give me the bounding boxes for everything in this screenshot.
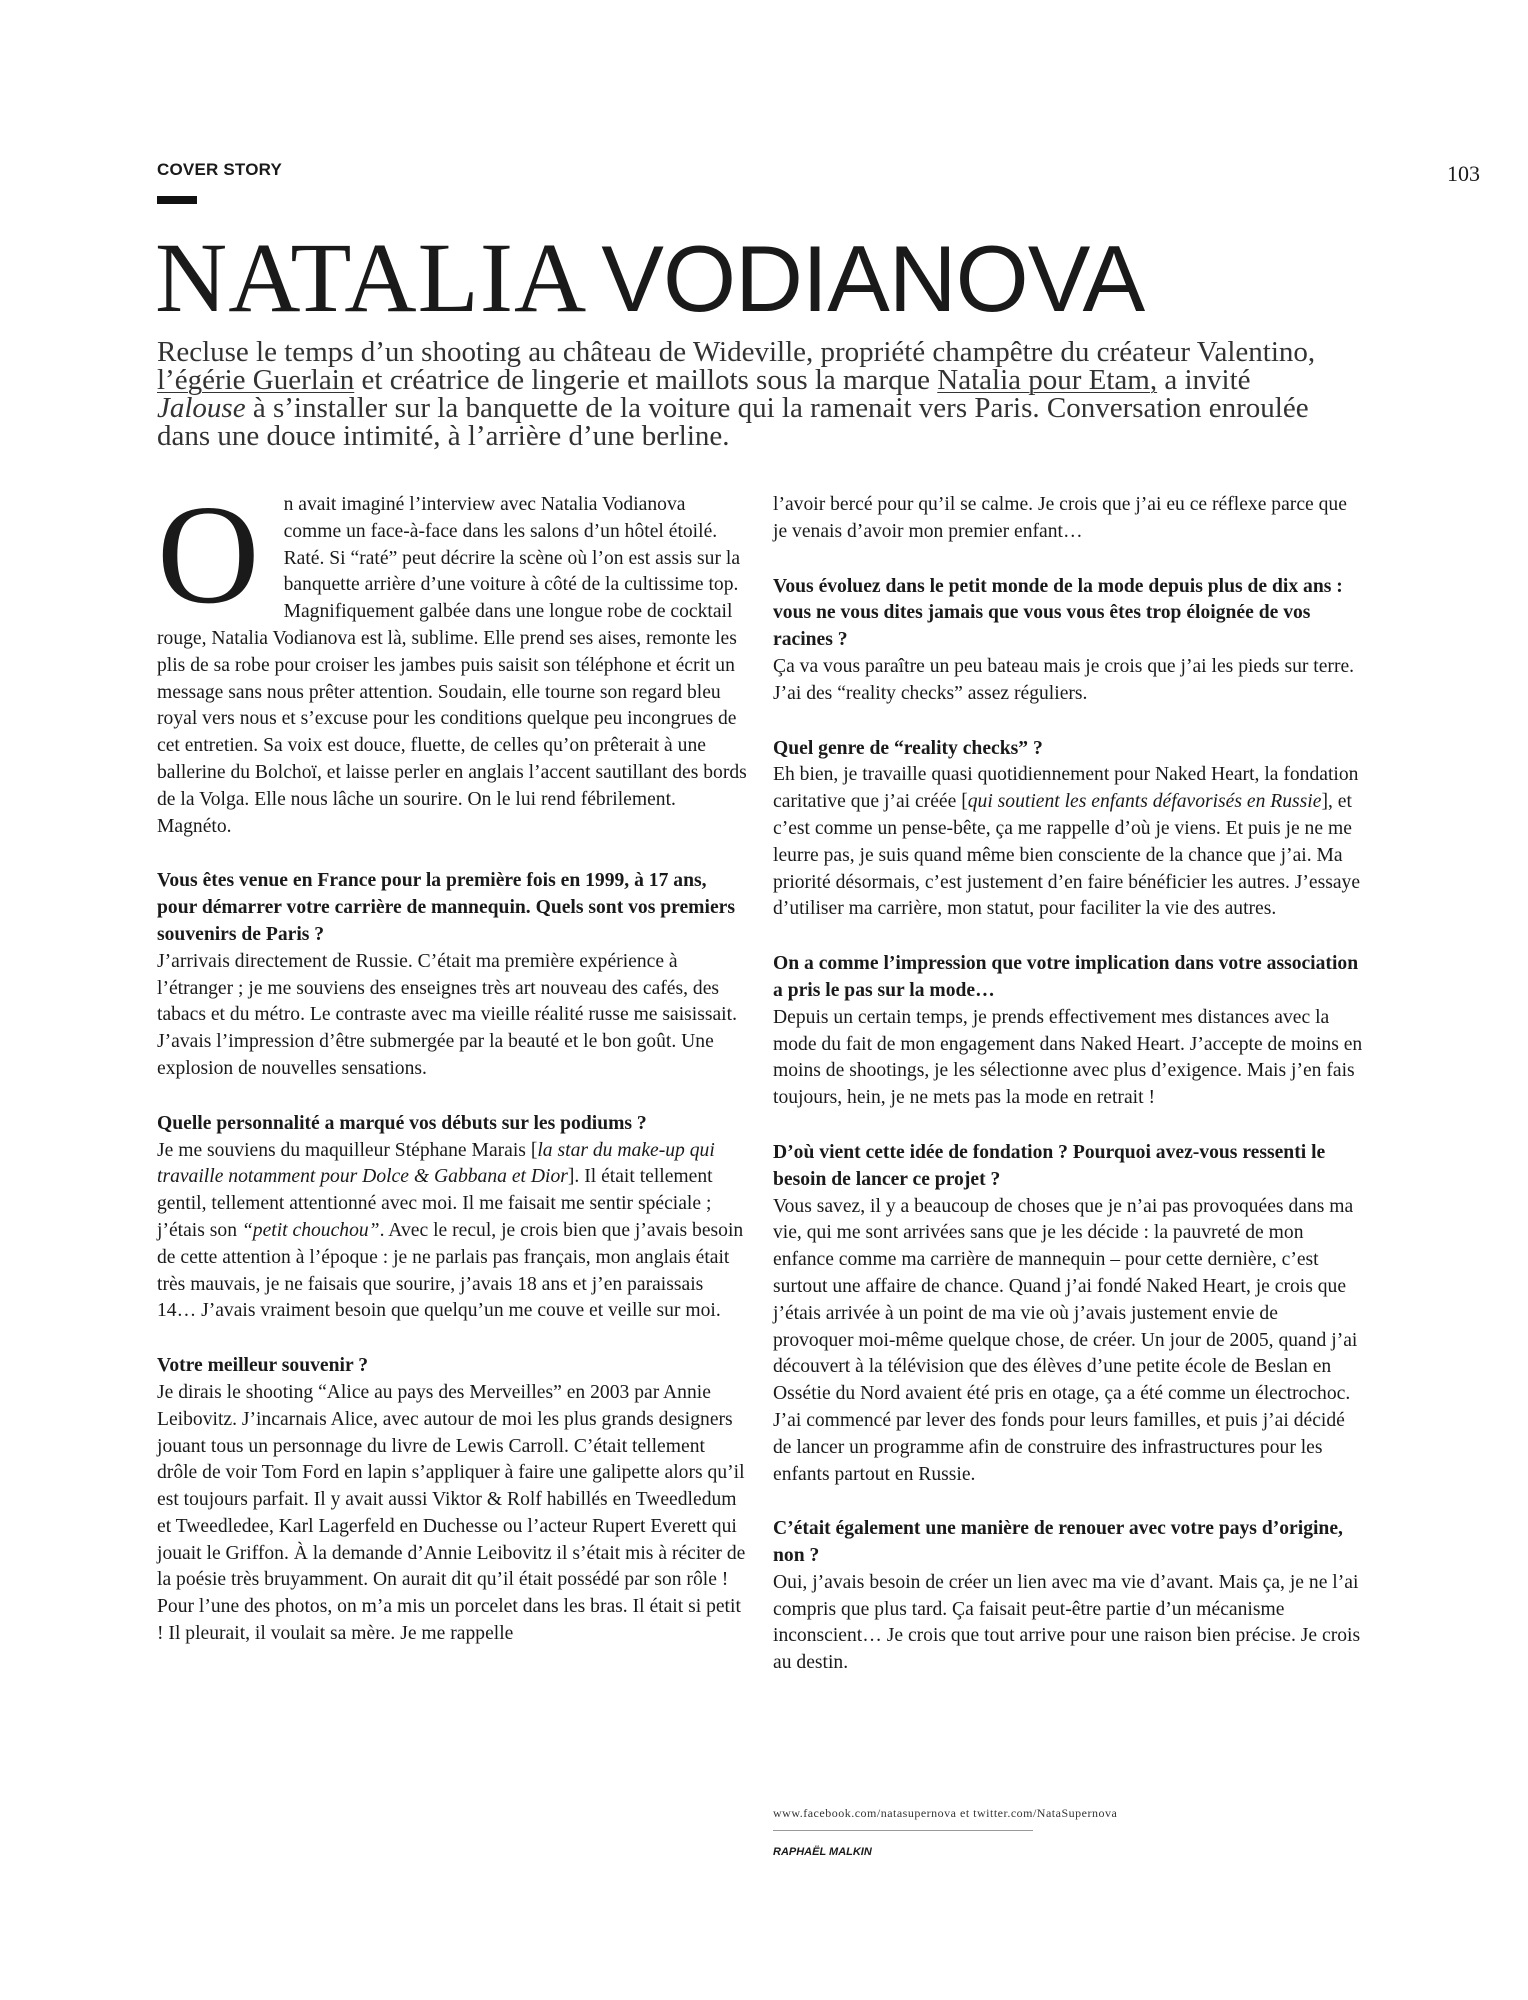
- title-last-name: VODIANOVA: [601, 226, 1145, 331]
- title-first-name: NATALIA: [155, 222, 588, 333]
- social-links[interactable]: www.facebook.com/natasupernova et twitter.com/NataSupernova: [773, 1806, 1118, 1820]
- question-6: On a comme l’impression que votre implication dans votre association a pris le pas sur la mode…: [773, 953, 1359, 1001]
- intro-link-guerlain[interactable]: l’égérie Guerlain: [157, 364, 355, 396]
- article-title: [155, 222, 1145, 333]
- answer-text: ], et c’est comme un pense-bête, ça me rappelle d’où je viens. Et puis je ne me leurre pas, je suis quand même bien consciente de la chance que j’ai. Ma priorité désormais, c’est justement d’en faire bénéficier les autres. J’essaye d’utiliser ma carrière, mon statut, pour faciliter la vie des autres.: [773, 791, 1361, 920]
- intro-standfirst: [157, 338, 1337, 450]
- question-4: Vous évoluez dans le petit monde de la mode depuis plus de dix ans : vous ne vous dites jamais que vous vous êtes trop éloignée de vos racines ?: [773, 575, 1343, 651]
- answer-7: Vous savez, il y a beaucoup de choses que je n’ai pas provoquées dans ma vie, qui me sont arrivées sans que je les décide : la pauvreté de mon enfance comme ma carrière de mannequin – pour cette dernière, c’est surtout une affaire de chance. Quand j’ai fondé Naked Heart, je crois que j’étais arrivée à un point de ma vie où j’avais justement envie de provoquer moi-même quelque chose, de créer. Un jour de 2005, quand j’ai découvert à la télévision que des élèves d’une petite école de Beslan en Ossétie du Nord avaient été pris en otage, ça a été comme un électrochoc. J’ai commencé par lever des fonds pour leurs familles, et puis j’ai décidé de lancer un programme afin de construire des infrastructures pour les enfants partout en Russie.: [773, 1195, 1358, 1485]
- answer-3-continued: l’avoir bercé pour qu’il se calme. Je crois que j’ai eu ce réflexe parce que je venais d’avoir mon premier enfant…: [773, 494, 1347, 542]
- question-8: C’était également une manière de renouer avec votre pays d’origine, non ?: [773, 1518, 1343, 1567]
- article-column-right: [773, 492, 1363, 1677]
- answer-6: Depuis un certain temps, je prends effectivement mes distances avec la mode du fait de mon engagement dans Naked Heart. J’accepte de moins en moins de shootings, je les sélectionne avec plus d’exigence. Mais j’en fais toujours, hein, je ne mets pas la mode en retrait !: [773, 1006, 1363, 1109]
- intro-link-etam[interactable]: Natalia pour Etam,: [937, 364, 1158, 396]
- answer-text: . Avec le recul, je crois bien que j’avais besoin de cette attention à l’époque : je ne parlais pas français, mon anglais était très mauvais, je ne faisais que sourire, j’avais 18 ans et j’en paraissais 14… J’avais vraiment besoin que quelqu’un me couve et veille sur moi.: [157, 1219, 744, 1322]
- question-5: Quel genre de “reality checks” ?: [773, 737, 1043, 759]
- question-7: D’où vient cette idée de fondation ? Pourquoi avez-vous ressenti le besoin de lancer ce projet ?: [773, 1141, 1326, 1190]
- answer-italic: “petit chouchou”: [241, 1219, 380, 1241]
- question-1: Vous êtes venue en France pour la première fois en 1999, à 17 ans, pour démarrer votre carrière de mannequin. Quels sont vos premiers souvenirs de Paris ?: [157, 870, 735, 945]
- drop-cap: O: [157, 475, 260, 633]
- article-column-left: [157, 475, 747, 1648]
- answer-text: Eh bien, je travaille quasi quotidiennement pour Naked Heart, la fondation caritative que j’ai créée [: [773, 764, 1359, 813]
- answer-8: Oui, j’avais besoin de créer un lien avec ma vie d’avant. Mais ça, je ne l’ai compris que plus tard. Ça faisait peut-être partie d’un mécanisme inconscient… Je crois que tout arrive pour une raison bien précise. Je crois au destin.: [773, 1571, 1361, 1674]
- answer-1: J’arrivais directement de Russie. C’était ma première expérience à l’étranger ; je me souviens des enseignes très art nouveau des cafés, des tabacs et du métro. Le contraste avec ma vieille réalité russe me saisissait. J’avais l’impression d’être submergée par la beauté et le bon goût. Une explosion de nouvelles sensations.: [157, 950, 737, 1079]
- intro-text: a invité: [1157, 364, 1251, 396]
- intro-text: à s’installer sur la banquette de la voiture qui la ramenait vers Paris. Conversation enroulée dans une douce intimité, à l’arrière d’une berline.: [157, 392, 1309, 452]
- intro-text: Recluse le temps d’un shooting au château de Wideville, propriété champêtre du créateur Valentino,: [157, 336, 1316, 368]
- answer-text: ]. Il était tellement gentil, tellement attentionné avec moi. Il me faisait me sentir spéciale ; j’étais son: [157, 1166, 713, 1241]
- answer-italic: la star du make-up qui travaille notamment pour Dolce & Gabbana et Dior: [157, 1139, 715, 1188]
- question-3: Votre meilleur souvenir ?: [157, 1355, 368, 1377]
- page-number: 103: [1447, 161, 1480, 186]
- answer-5: [773, 762, 1363, 923]
- opening-paragraph: [157, 475, 747, 840]
- answer-2: [157, 1138, 747, 1326]
- answer-3: Je dirais le shooting “Alice au pays des Merveilles” en 2003 par Annie Leibovitz. J’incarnais Alice, avec autour de moi les plus grands designers jouant tous un personnage du livre de Lewis Carroll. C’était tellement drôle de voir Tom Ford en lapin s’appliquer à faire une galipette alors qu’il est toujours parfait. Il y avait aussi Viktor & Rolf habillés en Tweedledum et Tweedledee, Karl Lagerfeld en Duchesse ou l’acteur Rupert Everett qui jouait le Griffon. À la demande d’Annie Leibovitz il s’était mis à réciter de la poésie très bruyamment. On aurait dit qu’il était possédé par son rôle ! Pour l’une des photos, on m’a mis un porcelet dans les bras. Il était si petit ! Il pleurait, il voulait sa mère. Je me rappelle: [157, 1381, 746, 1645]
- author-credit: RAPHAËL MALKIN: [773, 1846, 872, 1858]
- section-label: COVER STORY: [157, 160, 283, 179]
- opening-text: n avait imaginé l’interview avec Natalia Vodianova comme un face-à-face dans les salons d’un hôtel étoilé. Raté. Si “raté” peut décrire la scène où l’on est assis sur la banquette arrière d’une voiture à côté de la cultissime top. Magnifiquement galbée dans une longue robe de cocktail rouge, Natalia Vodianova est là, sublime. Elle prend ses aises, remonte les plis de sa robe pour croiser les jambes puis saisit son téléphone et écrit un message sans nous prêter attention. Soudain, elle tourne son regard bleu royal vers nous et s’excuse pour les conditions quelque peu incongrues de cet entretien. Sa voix est douce, fluette, de celles qu’on prêterait à une ballerine du Bolchoï, et laisse perler en anglais l’accent sautillant des bords de la Volga. Elle nous lâche un sourire. On le lui rend fébrilement. Magnéto.: [157, 494, 747, 837]
- intro-text: et créatrice de lingerie et maillots sous la marque: [354, 364, 938, 396]
- footer-divider: [773, 1830, 1033, 1831]
- answer-4: Ça va vous paraître un peu bateau mais je crois que j’ai les pieds sur terre. J’ai des “reality checks” assez réguliers.: [773, 655, 1355, 704]
- answer-text: Je me souviens du maquilleur Stéphane Marais [: [157, 1139, 538, 1161]
- section-rule: [157, 196, 197, 204]
- intro-magazine-name: Jalouse: [157, 392, 246, 424]
- answer-italic: qui soutient les enfants défavorisés en Russie: [967, 791, 1322, 813]
- question-2: Quelle personnalité a marqué vos débuts sur les podiums ?: [157, 1112, 647, 1134]
